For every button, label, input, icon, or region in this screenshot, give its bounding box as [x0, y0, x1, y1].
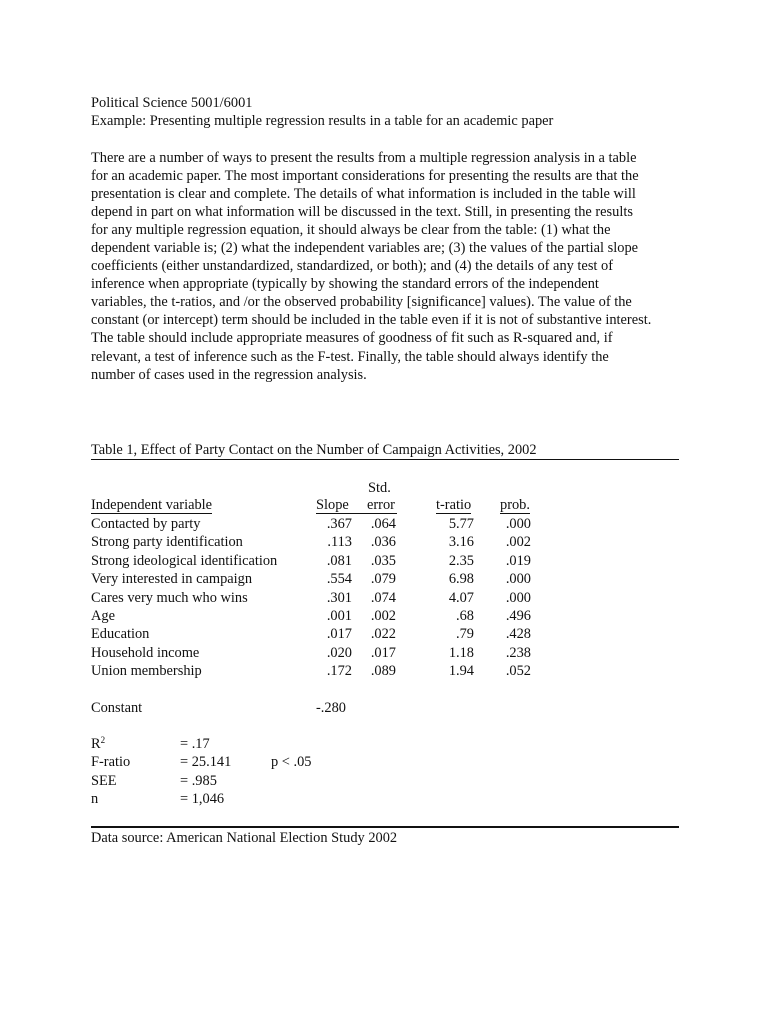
paragraph-line: presentation is clear and complete. The details of what information is included in the table will — [91, 186, 636, 203]
paragraph-line: coefficients (either unstandardized, standardized, or both); and (4) the details of any test of — [91, 258, 614, 275]
row-std-error: .036 — [370, 534, 396, 550]
row-t-ratio: .79 — [456, 626, 474, 642]
row-variable: Household income — [91, 645, 200, 661]
f-significance: p < .05 — [271, 754, 312, 770]
table-row — [0, 515, 768, 533]
row-t-ratio: 5.77 — [448, 516, 474, 532]
stat-row-f — [0, 753, 768, 771]
row-prob: .000 — [505, 516, 531, 532]
row-std-error: .022 — [370, 626, 396, 642]
row-std-error: .002 — [370, 608, 396, 624]
constant-row — [0, 699, 768, 717]
see-value: = .985 — [180, 773, 217, 789]
document-title: Example: Presenting multiple regression results in a table for an academic paper — [91, 113, 554, 129]
row-t-ratio: 1.94 — [448, 663, 474, 679]
row-variable: Very interested in campaign — [91, 571, 253, 587]
table-row — [0, 625, 768, 643]
row-prob: .428 — [505, 626, 531, 642]
r-squared-superscript: 2 — [100, 735, 106, 745]
row-slope: .367 — [326, 516, 352, 532]
table-row — [0, 533, 768, 551]
row-t-ratio: 4.07 — [448, 590, 474, 606]
paragraph-line: dependent variable is; (2) what the independent variables are; (3) the values of the partial slope — [91, 240, 639, 257]
row-slope: .301 — [326, 590, 352, 606]
paragraph-line: number of cases used in the regression analysis. — [91, 366, 367, 383]
row-std-error: .017 — [370, 645, 396, 661]
row-slope: .554 — [326, 571, 352, 587]
row-prob: .052 — [505, 663, 531, 679]
row-std-error: .064 — [370, 516, 396, 532]
constant-label: Constant — [91, 700, 143, 716]
row-prob: .002 — [505, 534, 531, 550]
row-variable: Age — [91, 608, 115, 624]
table-row — [0, 644, 768, 662]
header-std-error: error — [352, 498, 397, 514]
row-variable: Strong party identification — [91, 534, 243, 550]
row-slope: .020 — [326, 645, 352, 661]
row-prob: .496 — [505, 608, 531, 624]
n-label: n — [91, 791, 99, 807]
row-variable: Union membership — [91, 663, 202, 679]
row-std-error: .089 — [370, 663, 396, 679]
r-squared-label — [91, 735, 105, 753]
r-squared-base: R — [91, 736, 101, 752]
header-prob: prob. — [500, 497, 530, 513]
paragraph-line: The table should include appropriate measures of goodness of fit such as R-squared and, if — [91, 330, 613, 347]
paragraph-line: for an academic paper. The most important considerations for presenting the results are that the — [91, 168, 639, 185]
paragraph-line: inference when appropriate (typically by showing the standard errors of the independent — [91, 276, 599, 293]
row-variable: Contacted by party — [91, 516, 201, 532]
row-slope: .001 — [326, 608, 352, 624]
row-t-ratio: 2.35 — [448, 553, 474, 569]
intro-paragraph — [91, 149, 691, 384]
row-prob: .238 — [505, 645, 531, 661]
stat-row-n — [0, 790, 768, 808]
row-prob: .000 — [505, 571, 531, 587]
f-ratio-label: F-ratio — [91, 754, 131, 770]
table-row — [0, 570, 768, 588]
table-title: Table 1, Effect of Party Contact on the Number of Campaign Activities, 2002 — [91, 442, 537, 458]
row-slope: .113 — [327, 534, 352, 550]
data-source-note: Data source: American National Election Study 2002 — [91, 830, 398, 846]
row-prob: .019 — [505, 553, 531, 569]
row-std-error: .074 — [370, 590, 396, 606]
paragraph-line: There are a number of ways to present the results from a multiple regression analysis in a table — [91, 150, 637, 166]
row-std-error: .035 — [370, 553, 396, 569]
stat-row-see — [0, 772, 768, 790]
row-t-ratio: 3.16 — [448, 534, 474, 550]
row-variable: Education — [91, 626, 150, 642]
f-ratio-value: = 25.141 — [180, 754, 232, 770]
course-title: Political Science 5001/6001 — [91, 95, 253, 111]
header-slope: Slope — [316, 498, 353, 514]
header-independent-variable: Independent variable — [91, 497, 213, 513]
r-squared-value: = .17 — [180, 736, 210, 752]
header-t-ratio: t-ratio — [436, 497, 472, 513]
paragraph-line: variables, the t-ratios, and /or the observed probability [significance] values). The value of the — [91, 294, 632, 311]
header-std: Std. — [368, 480, 391, 496]
constant-value: -.280 — [316, 700, 346, 716]
document-header — [91, 94, 553, 130]
row-variable: Cares very much who wins — [91, 590, 248, 606]
paragraph-line: for any multiple regression equation, it should always be clear from the table: (1) what the — [91, 222, 611, 239]
paragraph-line: depend in part on what information will be discussed in the text. Still, in presenting the results — [91, 204, 633, 221]
row-slope: .081 — [326, 553, 352, 569]
table-bottom-rule — [91, 826, 679, 828]
table-row — [0, 662, 768, 680]
row-slope: .017 — [326, 626, 352, 642]
table-row — [0, 589, 768, 607]
row-std-error: .079 — [370, 571, 396, 587]
row-prob: .000 — [505, 590, 531, 606]
see-label: SEE — [91, 773, 117, 789]
table-row — [0, 607, 768, 625]
table-top-rule — [91, 459, 679, 460]
row-slope: .172 — [326, 663, 352, 679]
row-variable: Strong ideological identification — [91, 553, 278, 569]
table-row — [0, 552, 768, 570]
n-value: = 1,046 — [180, 791, 225, 807]
stat-row-r2 — [0, 735, 768, 753]
paragraph-line: relevant, a test of inference such as the F-test. Finally, the table should always identify the — [91, 348, 609, 365]
row-t-ratio: .68 — [456, 608, 474, 624]
paragraph-line: constant (or intercept) term should be included in the table even if it is not of substantive interest. — [91, 312, 652, 329]
row-t-ratio: 1.18 — [448, 645, 474, 661]
row-t-ratio: 6.98 — [448, 571, 474, 587]
